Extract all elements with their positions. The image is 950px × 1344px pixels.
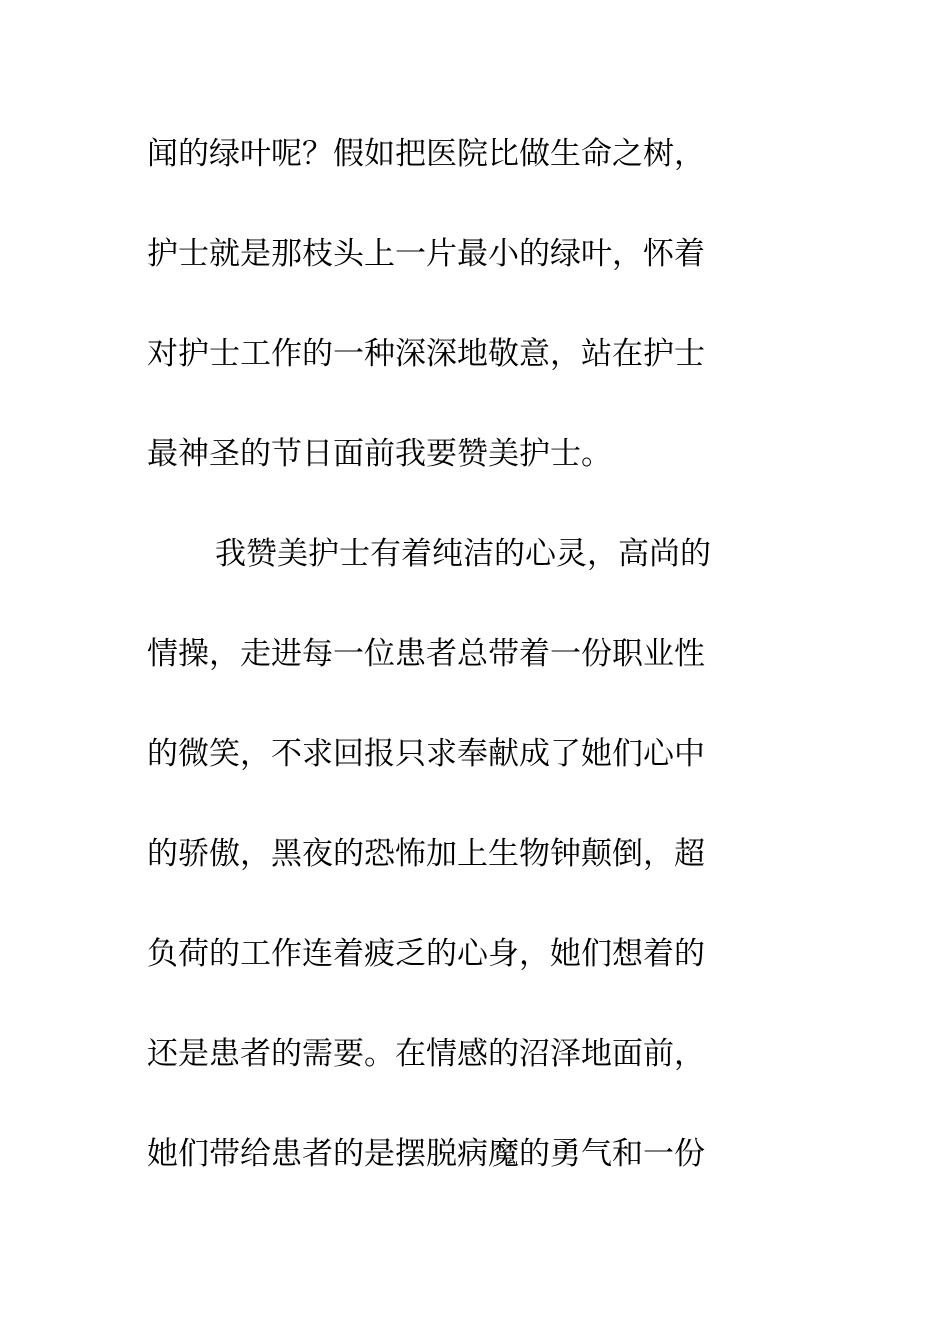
text-line-7: 的微笑，不求回报只求奉献成了她们心中 [147,736,705,772]
text-line-6: 情操，走进每一位患者总带着一份职业性 [147,636,705,672]
text-line-2: 护士就是那枝头上一片最小的绿叶，怀着 [147,236,705,272]
text-line-11: 她们带给患者的是摆脱病魔的勇气和一份 [147,1136,705,1172]
text-line-1: 闻的绿叶呢？假如把医院比做生命之树， [147,136,705,172]
text-line-8: 的骄傲，黑夜的恐怖加上生物钟颠倒，超 [147,836,705,872]
text-line-10: 还是患者的需要。在情感的沼泽地面前， [147,1036,705,1072]
body-text [147,128,787,1228]
text-line-4: 最神圣的节日面前我要赞美护士。 [147,436,612,472]
paragraph-start-line: 我赞美护士有着纯洁的心灵，高尚的 [215,536,711,572]
text-line-3: 对护士工作的一种深深地敬意，站在护士 [147,336,705,372]
text-line-9: 负荷的工作连着疲乏的心身，她们想着的 [147,936,705,972]
